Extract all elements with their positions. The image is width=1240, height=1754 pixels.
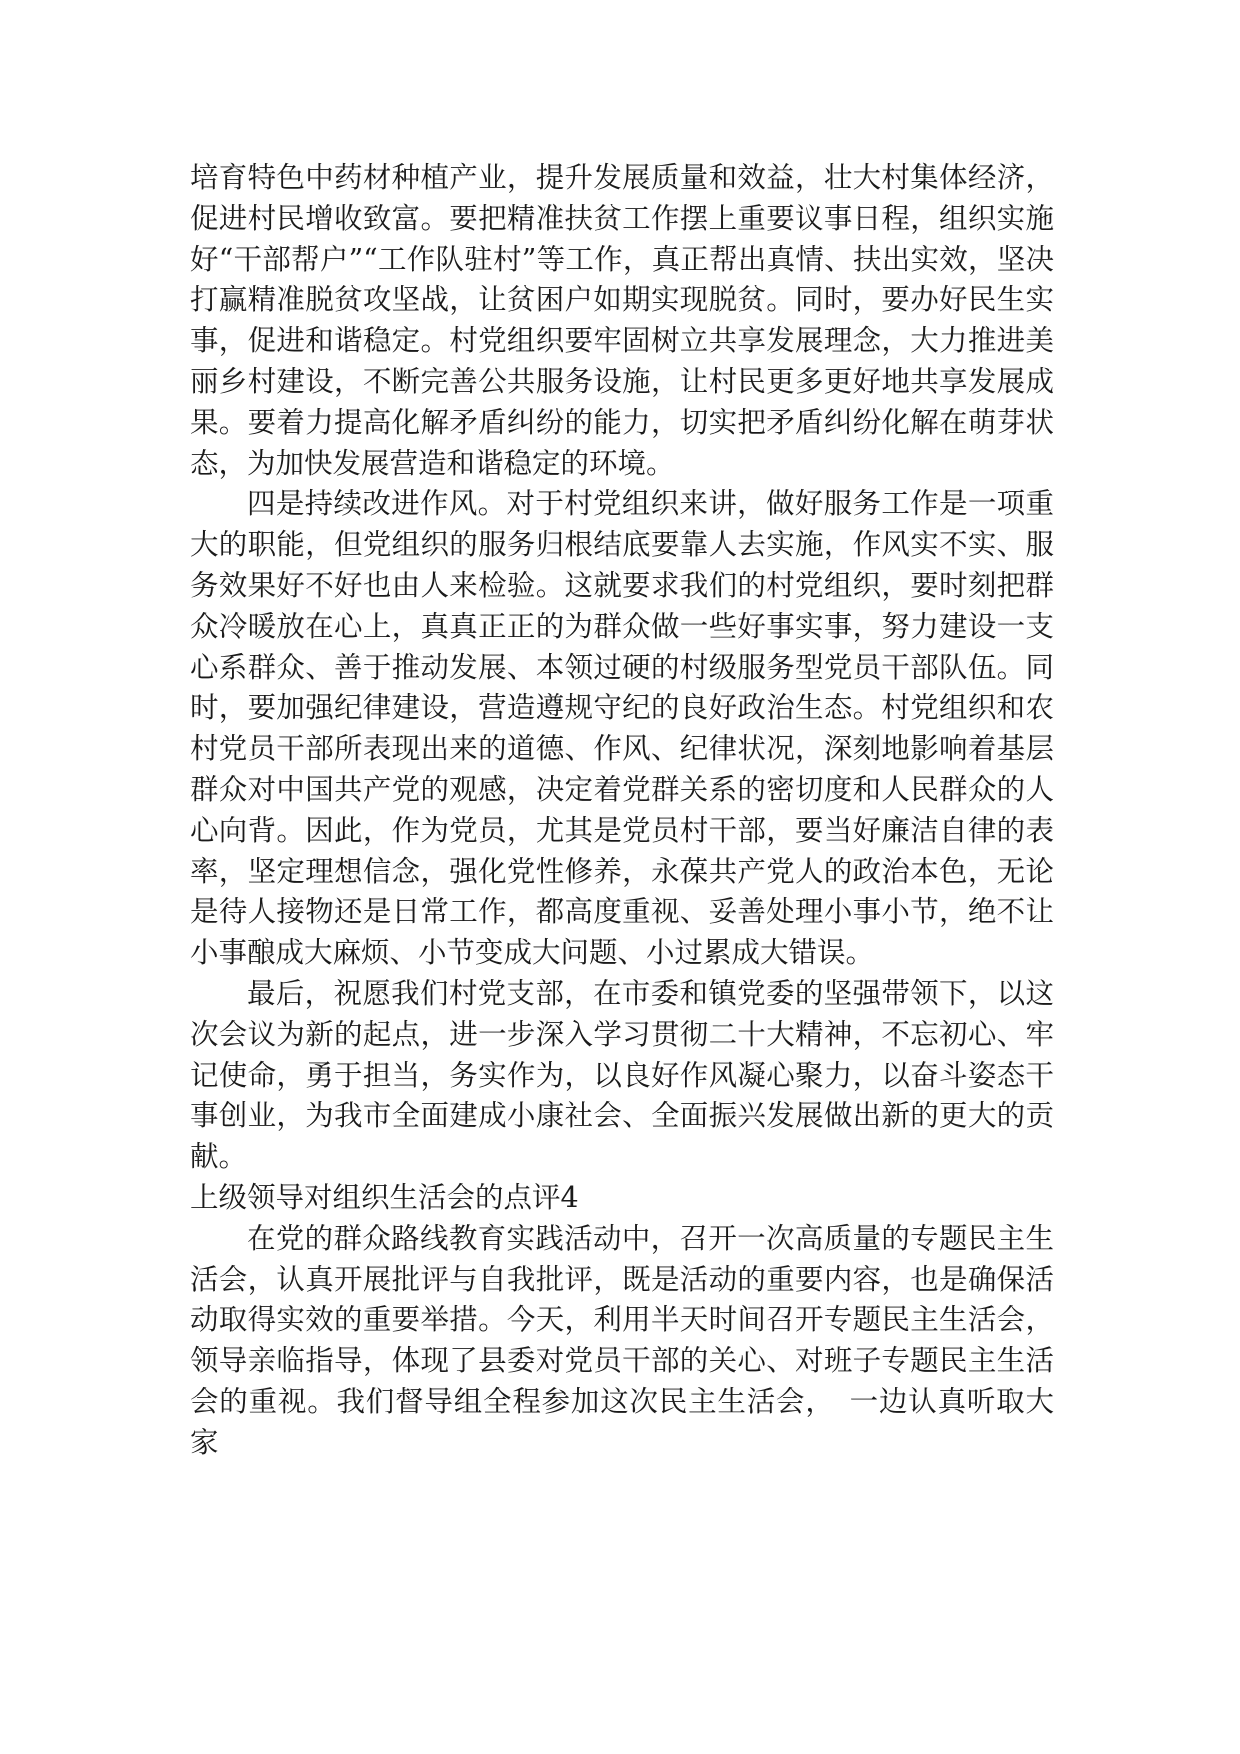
section-heading: 上级领导对组织生活会的点评4 xyxy=(190,1180,579,1214)
paragraph-closing-wishes: 最后，祝愿我们村党支部，在市委和镇党委的坚强带领下，以这次会议为新的起点，进一步深入学习贯彻二十大精神，不忘初心、牢记使命，勇于担当，务实作为，以良好作风凝心聚力，以奋斗姿态干事创业，为我市全面建成小康社会、全面振兴发展做出新的更大的贡献。 xyxy=(190,976,1054,1174)
document-body xyxy=(190,158,1054,1464)
paragraph-section-intro: 在党的群众路线教育实践活动中，召开一次高质量的专题民主生活会，认真开展批评与自我批评，既是活动的重要内容，也是确保活动取得实效的重要举措。今天，利用半天时间召开专题民主生活会，领导亲临指导，体现了县委对党员干部的关心、对班子专题民主生活会的重视。我们督导组全程参加这次民主生活会， 一边认真听取大家 xyxy=(190,1221,1054,1459)
paragraph-continued: 培育特色中药材种植产业，提升发展质量和效益，壮大村集体经济，促进村民增收致富。要把精准扶贫工作摆上重要议事日程，组织实施好“干部帮户”“工作队驻村”等工作，真正帮出真情、扶出实效，坚决打赢精准脱贫攻坚战，让贫困户如期实现脱贫。同时，要办好民生实事，促进和谐稳定。村党组织要牢固树立共享发展理念，大力推进美丽乡村建设，不断完善公共服务设施，让村民更多更好地共享发展成果。要着力提高化解矛盾纠纷的能力，切实把矛盾纠纷化解在萌芽状态，为加快发展营造和谐稳定的环境。 xyxy=(190,161,1054,480)
paragraph-improve-work-style: 四是持续改进作风。对于村党组织来讲，做好服务工作是一项重大的职能，但党组织的服务归根结底要靠人去实施，作风实不实、服务效果好不好也由人来检验。这就要求我们的村党组织，要时刻把群众冷暖放在心上，真真正正的为群众做一些好事实事，努力建设一支心系群众、善于推动发展、本领过硬的村级服务型党员干部队伍。同时，要加强纪律建设，营造遵规守纪的良好政治生态。村党组织和农村党员干部所表现出来的道德、作风、纪律状况，深刻地影响着基层群众对中国共产党的观感，决定着党群关系的密切度和人民群众的人心向背。因此，作为党员，尤其是党员村干部，要当好廉洁自律的表率，坚定理想信念，强化党性修养，永葆共产党人的政治本色，无论是待人接物还是日常工作，都高度重视、妥善处理小事小节，绝不让小事酿成大麻烦、小节变成大问题、小过累成大错误。 xyxy=(190,487,1054,970)
